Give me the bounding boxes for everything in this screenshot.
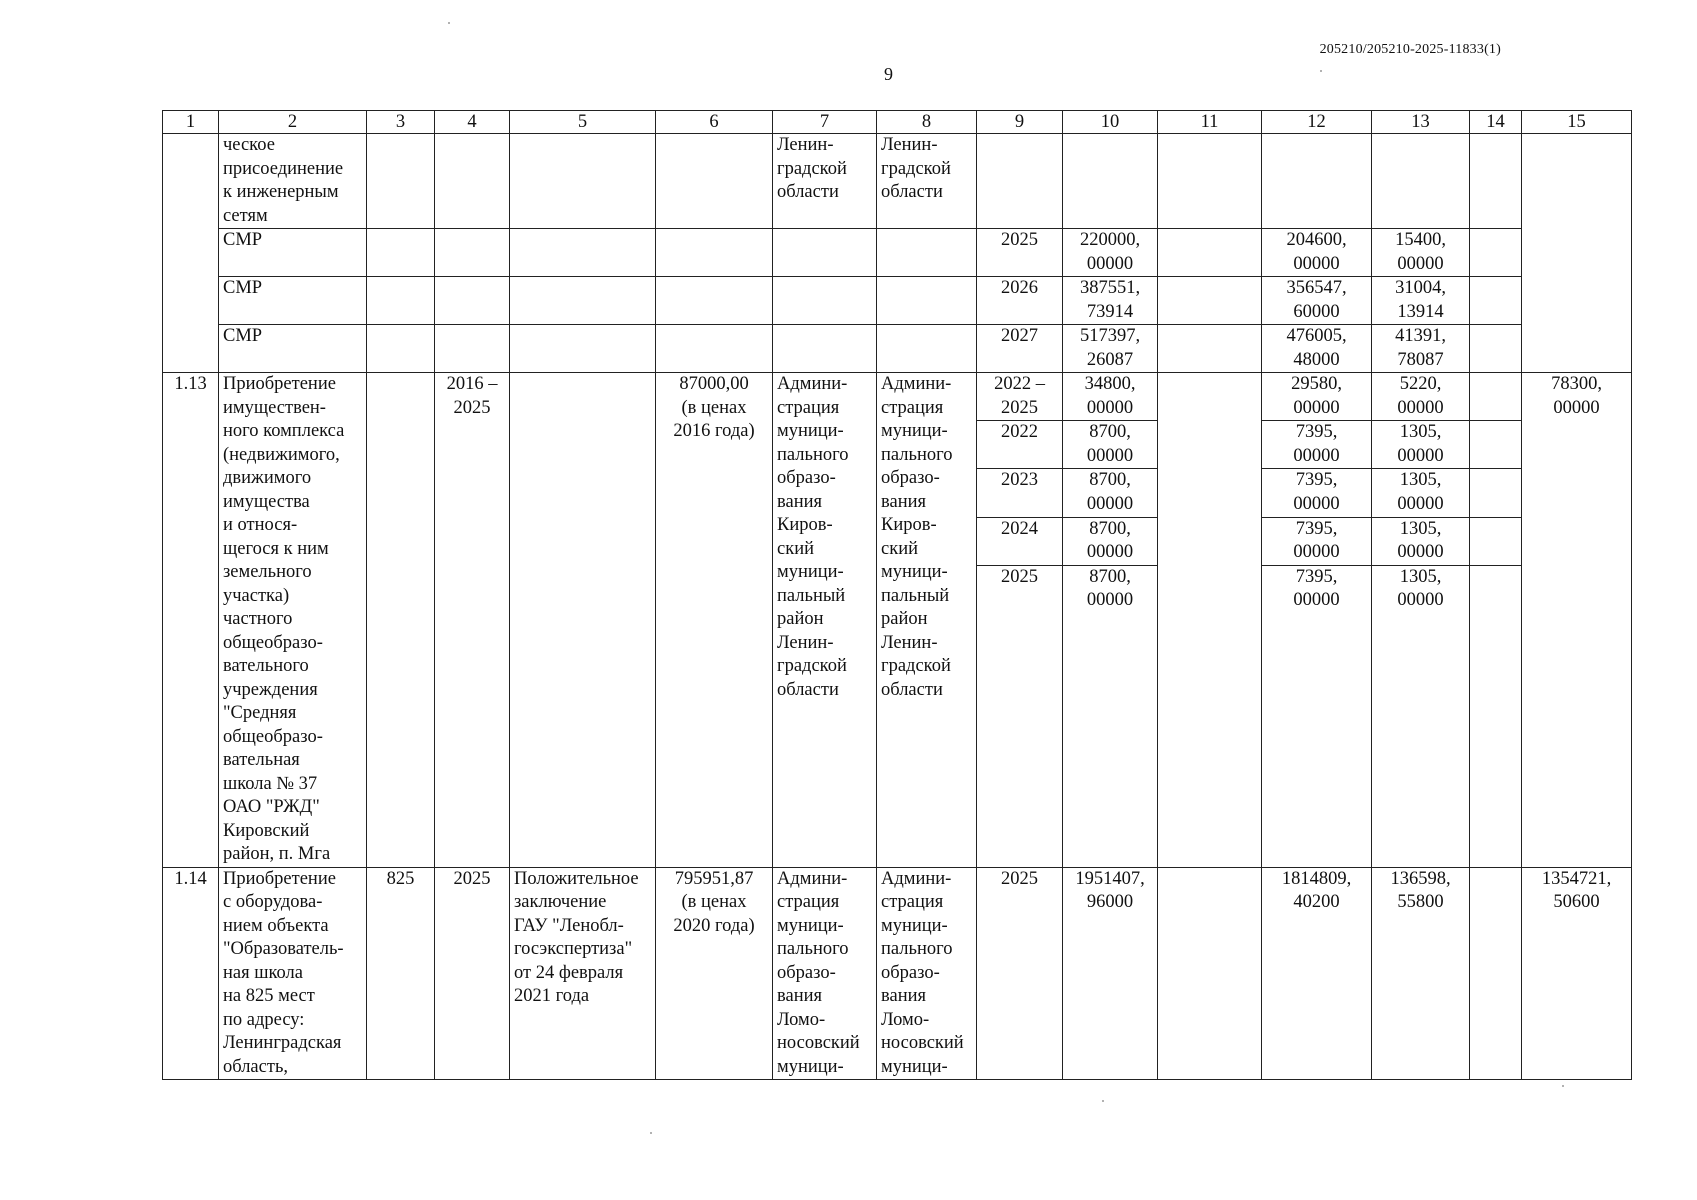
cell-amount: 356547, 60000 <box>1262 277 1372 325</box>
cell-amount: 7395, 00000 <box>1262 565 1372 867</box>
cell <box>1470 565 1522 867</box>
cell-year: 2026 <box>977 277 1063 325</box>
cell <box>1470 867 1522 1080</box>
cell-customer: Админи- страция муници- пального образо- вания Ломо- носовский муници- <box>773 867 877 1080</box>
cell-total: 8700, 00000 <box>1063 469 1158 517</box>
cell-number <box>163 134 219 373</box>
cell <box>510 325 656 373</box>
table-row <box>163 229 1632 277</box>
col-header: 1 <box>163 111 219 134</box>
cell-total: 517397, 26087 <box>1063 325 1158 373</box>
cell <box>877 229 977 277</box>
col-header: 4 <box>435 111 510 134</box>
cell-balance: 1354721, 50600 <box>1522 867 1632 1080</box>
cell <box>773 277 877 325</box>
col-header: 5 <box>510 111 656 134</box>
cell-total: 8700, 00000 <box>1063 565 1158 867</box>
table-row <box>163 134 1632 229</box>
cell-amount: 7395, 00000 <box>1262 517 1372 565</box>
column-number-row <box>163 111 1632 134</box>
scan-speck <box>448 22 450 24</box>
cell-amount: 5220, 00000 <box>1372 373 1470 421</box>
col-header: 14 <box>1470 111 1522 134</box>
cell-name: ческое присоединение к инженерным сетям <box>219 134 367 229</box>
cell <box>656 277 773 325</box>
cell-developer: Админи- страция муници- пального образо- вания Ломо- носовский муници- <box>877 867 977 1080</box>
cell <box>367 229 435 277</box>
cell <box>510 134 656 229</box>
cell <box>1372 134 1470 229</box>
cell <box>977 134 1063 229</box>
col-header: 9 <box>977 111 1063 134</box>
table-row <box>163 867 1632 1080</box>
col-header: 10 <box>1063 111 1158 134</box>
cell-amount: 1305, 00000 <box>1372 469 1470 517</box>
col-header: 7 <box>773 111 877 134</box>
cell <box>877 325 977 373</box>
cell <box>510 229 656 277</box>
cell <box>656 325 773 373</box>
cell-name: Приобретение имуществен- ного комплекса (недвижимого, движимого имущества и относя- щегося к ним земельного участка) частного общеобразо- вательного учреждения "Средняя общеобразо- вательная школа № 37 ОАО "РЖД" Кировский район, п. Мга <box>219 373 367 868</box>
cell <box>773 325 877 373</box>
cell-number: 1.13 <box>163 373 219 868</box>
document-number: 205210/205210-2025-11833(1) <box>1319 42 1501 57</box>
cell-total: 8700, 00000 <box>1063 421 1158 469</box>
scan-speck <box>1320 70 1322 72</box>
cell-amount: 136598, 55800 <box>1372 867 1470 1080</box>
cell-balance: 78300, 00000 <box>1522 373 1632 868</box>
col-header: 12 <box>1262 111 1372 134</box>
cell <box>1470 229 1522 277</box>
cell <box>367 134 435 229</box>
cell-total: 387551, 73914 <box>1063 277 1158 325</box>
cell <box>656 229 773 277</box>
cell <box>510 277 656 325</box>
cell-amount: 1305, 00000 <box>1372 565 1470 867</box>
col-header: 2 <box>219 111 367 134</box>
cell <box>1262 134 1372 229</box>
cell <box>1158 229 1262 277</box>
col-header: 13 <box>1372 111 1470 134</box>
cell-name: СМР <box>219 325 367 373</box>
cell-amount: 204600, 00000 <box>1262 229 1372 277</box>
scan-speck <box>1102 1100 1104 1102</box>
cell <box>1063 134 1158 229</box>
cell-customer: Админи- страция муници- пального образо- вания Киров- ский муници- пальный район Ленин- градской области <box>773 373 877 868</box>
cell-total: 34800, 00000 <box>1063 373 1158 421</box>
cell-year: 2023 <box>977 469 1063 517</box>
cell <box>1158 373 1262 868</box>
cell <box>1470 134 1522 229</box>
scan-speck <box>650 1132 652 1134</box>
cell-year: 2024 <box>977 517 1063 565</box>
cell-amount: 1814809, 40200 <box>1262 867 1372 1080</box>
cell <box>1470 469 1522 517</box>
cell-period: 2016 – 2025 <box>435 373 510 868</box>
col-header: 6 <box>656 111 773 134</box>
table-row <box>163 277 1632 325</box>
cell-amount: 7395, 00000 <box>1262 469 1372 517</box>
budget-table <box>162 110 1632 1080</box>
cell-cost: 795951,87 (в ценах 2020 года) <box>656 867 773 1080</box>
cell-year: 2025 <box>977 229 1063 277</box>
cell <box>367 373 435 868</box>
cell <box>877 277 977 325</box>
cell-amount: 29580, 00000 <box>1262 373 1372 421</box>
cell-amount: 1305, 00000 <box>1372 421 1470 469</box>
cell-amount: 31004, 13914 <box>1372 277 1470 325</box>
cell <box>1470 421 1522 469</box>
col-header: 11 <box>1158 111 1262 134</box>
cell-capacity: 825 <box>367 867 435 1080</box>
cell <box>1158 134 1262 229</box>
cell <box>367 277 435 325</box>
cell <box>435 277 510 325</box>
cell <box>656 134 773 229</box>
cell-name: СМР <box>219 229 367 277</box>
col-header: 8 <box>877 111 977 134</box>
cell-name: Приобретение с оборудова- нием объекта "Образователь- ная школа на 825 мест по адресу: Ленинградская область, <box>219 867 367 1080</box>
cell-customer: Ленин- градской области <box>773 134 877 229</box>
cell-year: 2022 – 2025 <box>977 373 1063 421</box>
cell-amount: 15400, 00000 <box>1372 229 1470 277</box>
cell-year: 2025 <box>977 565 1063 867</box>
cell <box>510 373 656 868</box>
cell <box>773 229 877 277</box>
cell-total: 8700, 00000 <box>1063 517 1158 565</box>
cell-total: 1951407, 96000 <box>1063 867 1158 1080</box>
col-header: 3 <box>367 111 435 134</box>
cell <box>1158 867 1262 1080</box>
cell-amount: 41391, 78087 <box>1372 325 1470 373</box>
cell <box>1470 373 1522 421</box>
cell-total: 220000, 00000 <box>1063 229 1158 277</box>
cell-year: 2022 <box>977 421 1063 469</box>
table-row <box>163 373 1632 421</box>
cell <box>1158 277 1262 325</box>
col-header: 15 <box>1522 111 1632 134</box>
cell <box>1470 517 1522 565</box>
cell <box>1158 325 1262 373</box>
cell-period: 2025 <box>435 867 510 1080</box>
cell-name: СМР <box>219 277 367 325</box>
cell-amount: 1305, 00000 <box>1372 517 1470 565</box>
table-row <box>163 325 1632 373</box>
cell <box>1470 277 1522 325</box>
cell-cost: 87000,00 (в ценах 2016 года) <box>656 373 773 868</box>
cell-number: 1.14 <box>163 867 219 1080</box>
cell <box>435 229 510 277</box>
cell-developer: Ленин- градской области <box>877 134 977 229</box>
cell <box>1522 134 1632 373</box>
cell-year: 2025 <box>977 867 1063 1080</box>
cell <box>435 325 510 373</box>
cell-amount: 7395, 00000 <box>1262 421 1372 469</box>
cell-developer: Админи- страция муници- пального образо- вания Киров- ский муници- пальный район Ленин- градской области <box>877 373 977 868</box>
scan-speck <box>1562 1085 1564 1087</box>
cell <box>367 325 435 373</box>
cell-year: 2027 <box>977 325 1063 373</box>
cell-conclusion: Положительное заключение ГАУ "Ленобл- госэкспертиза" от 24 февраля 2021 года <box>510 867 656 1080</box>
cell <box>1470 325 1522 373</box>
cell <box>435 134 510 229</box>
cell-amount: 476005, 48000 <box>1262 325 1372 373</box>
page-number: 9 <box>884 64 893 84</box>
